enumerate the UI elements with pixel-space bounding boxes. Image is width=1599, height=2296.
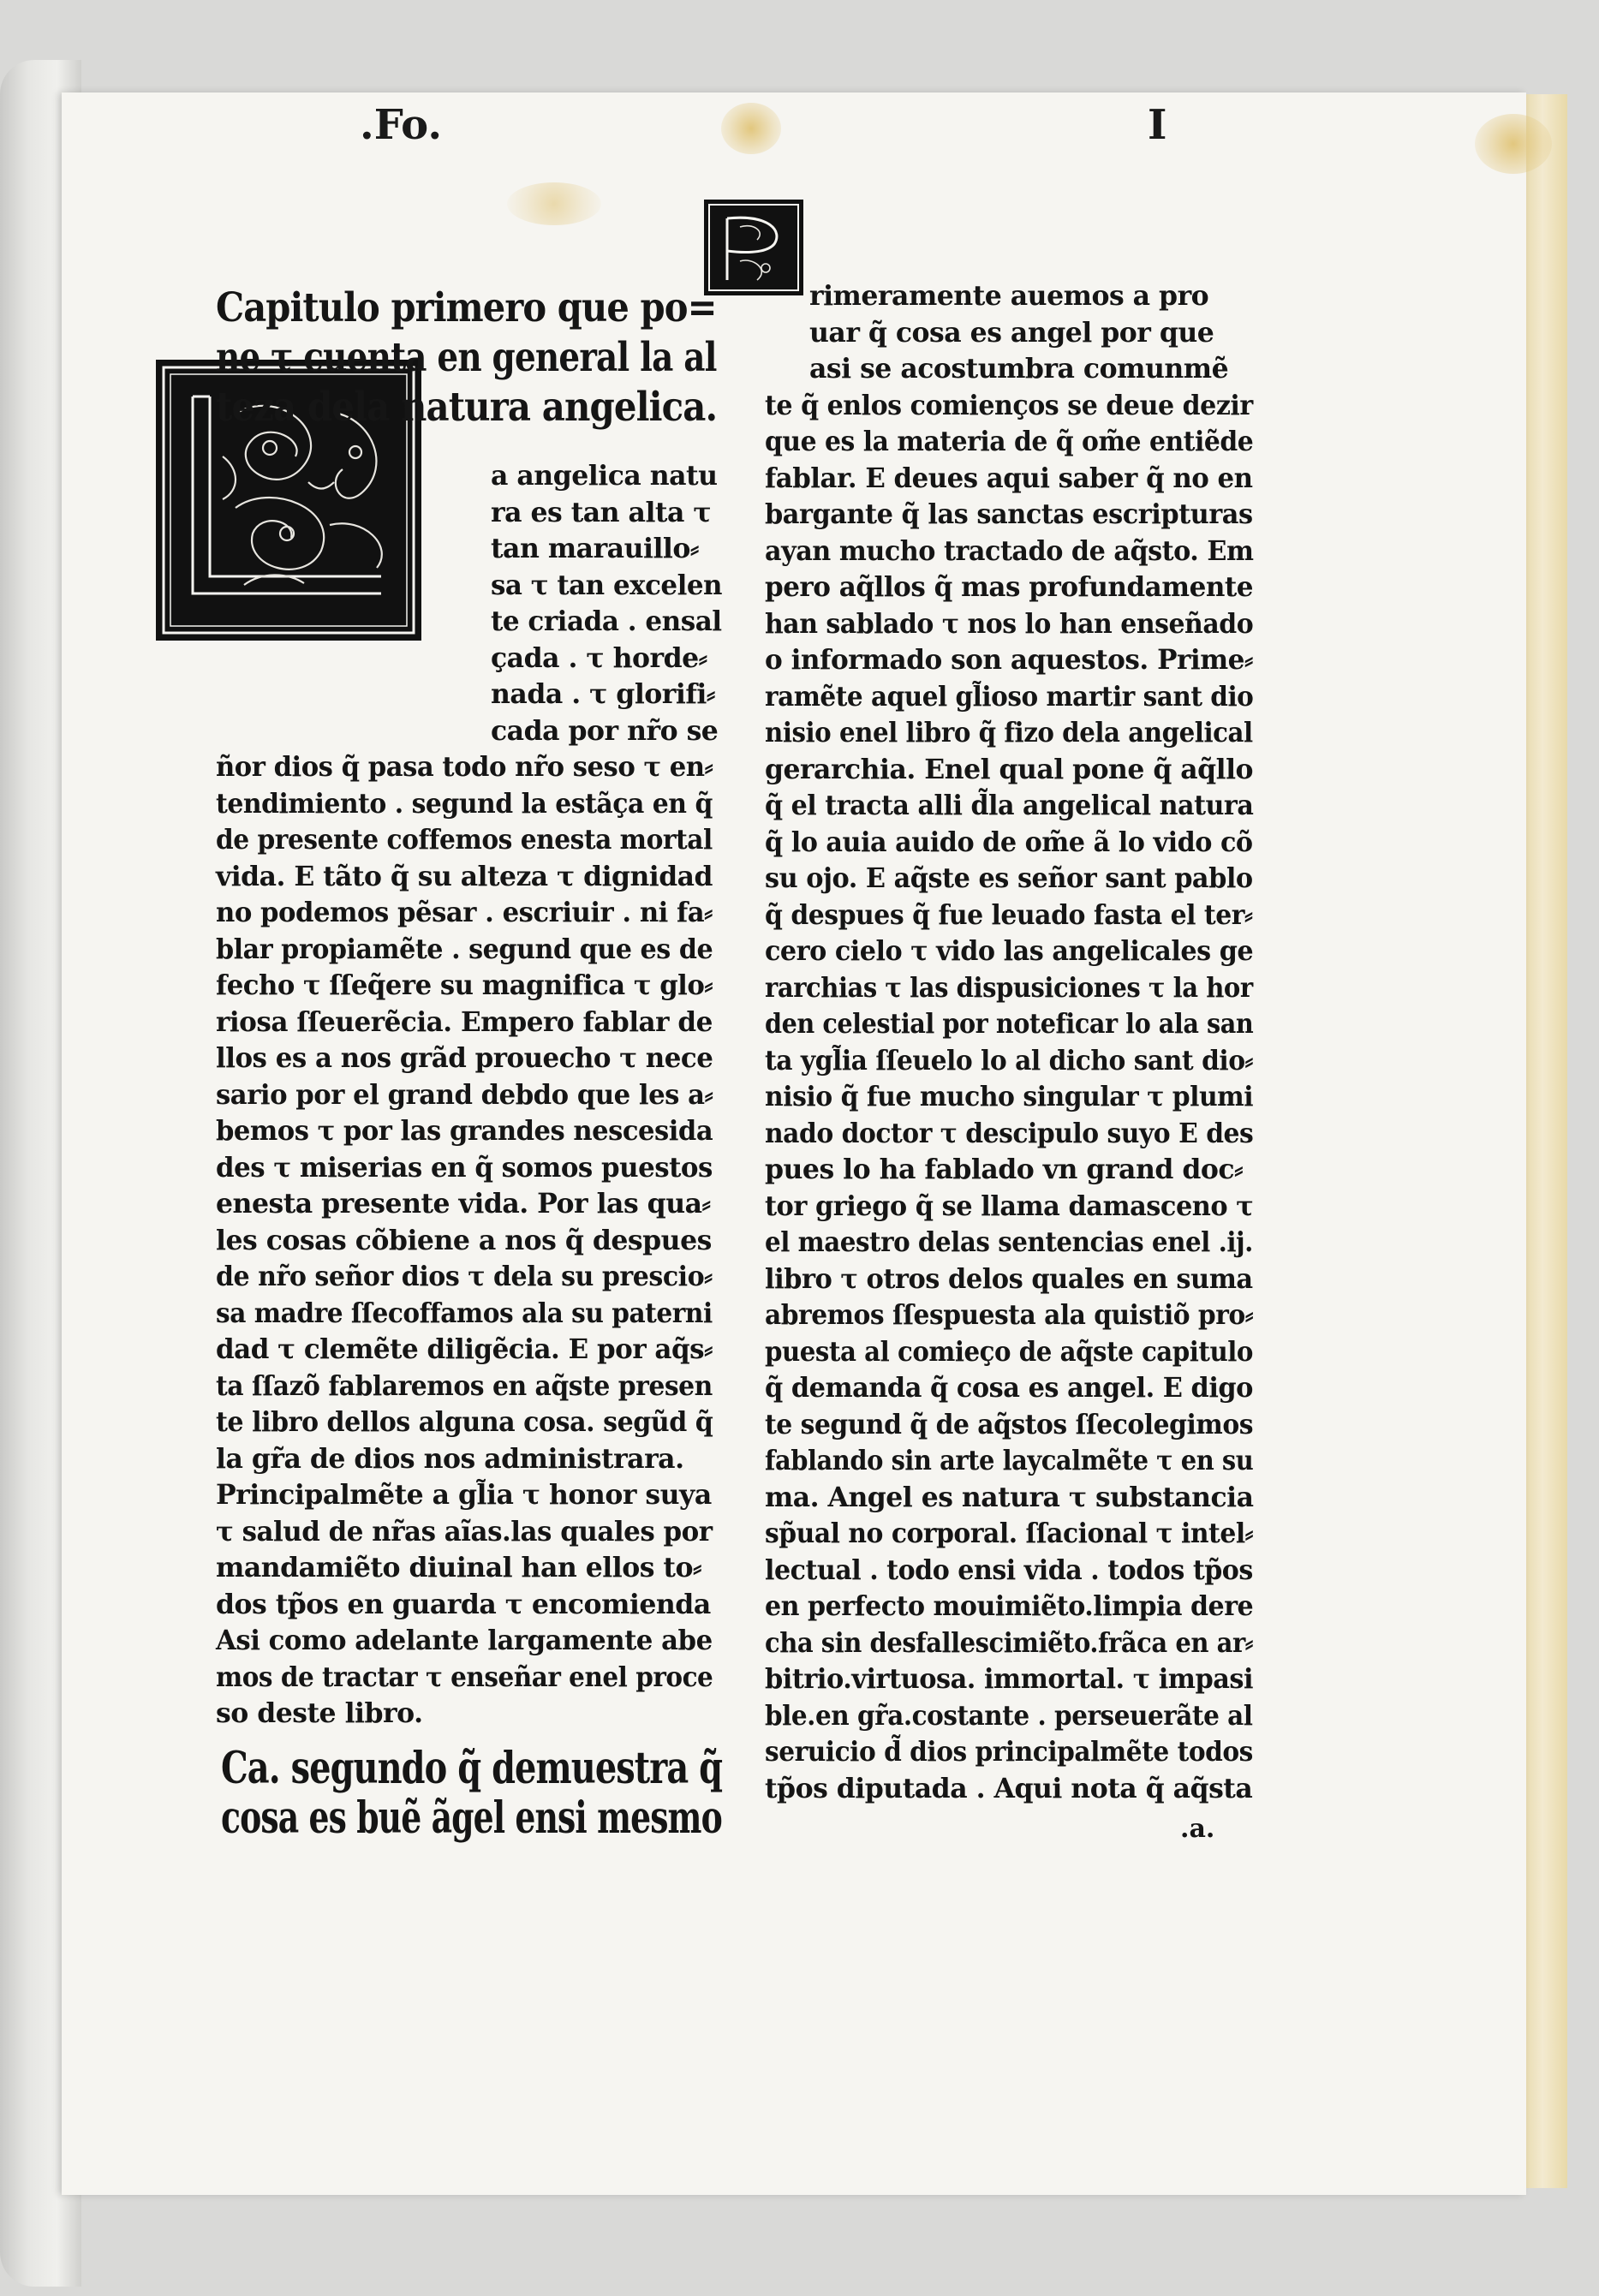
text-line: mos de tractar τ enseñar enel proce [216,1661,713,1693]
text-line: ma. Angel es natura τ substancia [765,1482,1254,1513]
text-line: çada . τ horde⸗ [491,642,707,674]
text-line: ta ſſazõ fablaremos en aq̃ste presen [216,1370,713,1402]
text-line: de presente coffemos enesta mortal [216,824,713,856]
foliage-ornament-icon [706,201,802,294]
text-line: fecho τ ſſeq̃ere su magnifica τ glo⸗ [216,969,713,1001]
text-line: tan marauillo⸗ [491,533,699,564]
text-line: te criada . ensal [491,605,722,637]
text-line: que es la materia de q̃ om̃e entiẽde [765,426,1254,457]
chapter-heading-line: Ca. segundo q̃ demuestra q̃ [221,1743,723,1794]
text-line: lectual . todo ensi vida . todos tp̃os [765,1554,1253,1586]
text-line: vida. E tãto q̃ su alteza τ dignidad [216,861,713,892]
text-line: q̃ despues q̃ fue leuado fasta el ter⸗ [765,899,1253,931]
foxing-stain [1475,114,1552,174]
text-line: a angelica natu [491,460,718,492]
text-line: la gr̃a de dios nos administrara. [216,1443,684,1475]
text-line: riosa ſſeuerẽcia. Empero fablar de [216,1006,713,1038]
folio-number: I [1148,101,1167,149]
text-line: sa τ tan excelen [491,570,723,601]
chapter-heading-line: teza dela natura angelica. [216,384,718,431]
text-line: cha sin desfallescimiẽto.frãca en ar⸗ [765,1627,1253,1659]
text-line: tp̃os diputada . Aqui nota q̃ aq̃sta [765,1773,1253,1804]
text-line: Principalmẽte a gl̃ia τ honor suya [216,1479,712,1511]
text-line: ñor dios q̃ pasa todo nr̃o seso τ en⸗ [216,751,713,783]
text-line: ayan mucho tractado de aq̃sto. Em [765,535,1254,567]
text-line: o informado son aquestos. Prime⸗ [765,644,1253,676]
text-line: ramẽte aquel gl̃ioso martir sant dio [765,681,1254,713]
ornamental-initial-P [704,200,803,295]
text-line: q̃ lo auia auido de om̃e ã lo vido cõ [765,826,1253,858]
text-line: seruicio d̃ dios principalmẽte todos [765,1736,1253,1768]
text-line: puesta al comieço de aq̃ste capitulo [765,1336,1253,1368]
text-line: te segund q̃ de aq̃stos ſſecolegimos [765,1409,1254,1440]
text-line: su ojo. E aq̃ste es señor sant pablo [765,862,1253,894]
text-line: sa madre ſſecoffamos ala su paterni [216,1297,713,1329]
text-line: sp̃ual no corporal. ſſacional τ intel⸗ [765,1518,1254,1549]
text-line: fablando sin arte laycalmẽte τ en su [765,1445,1254,1476]
signature-mark: .a. [1180,1814,1215,1844]
text-line: tendimiento . segund la estãça en q̃ [216,788,713,820]
text-line: bemos τ por las grandes nescesida [216,1115,713,1147]
text-line: q̃ el tracta alli d̃la angelical natura [765,790,1254,821]
foxing-stain [507,182,601,225]
text-line: te q̃ enlos comienços se deue dezir [765,390,1253,421]
text-line: libro τ otros delos quales en suma [765,1263,1253,1295]
text-line: llos es a nos grãd prouecho τ nece [216,1042,713,1074]
text-line: nado doctor τ descipulo suyo E des [765,1118,1254,1149]
text-line: ble.en gr̃a.costante . perseuerãte al [765,1700,1253,1732]
text-line: des τ miserias en q̃ somos puestos [216,1152,713,1184]
text-line: dos tp̃os en guarda τ encomienda [216,1589,711,1620]
text-line: abremos ſſespuesta ala quistiõ pro⸗ [765,1299,1254,1331]
text-line: nisio enel libro q̃ fizo dela angelical [765,717,1253,748]
folio-label: .Fo. [360,101,443,149]
text-line: de nr̃o señor dios τ dela su prescio⸗ [216,1261,713,1292]
text-line: bargante q̃ las sanctas escripturas [765,498,1253,530]
chapter-heading-line: ne τ cuenta en general la al [216,334,717,381]
text-line: cero cielo τ vido las angelicales ge [765,935,1254,967]
text-line: cada por nr̃o se [491,715,719,747]
text-line: den celestial por noteficar lo ala san [765,1008,1254,1040]
text-line: tor griego q̃ se llama damasceno τ [765,1190,1254,1222]
text-line: enesta presente vida. Por las qua⸗ [216,1188,711,1220]
text-line: nada . τ glorifi⸗ [491,678,715,710]
text-line: te libro dellos alguna cosa. segũd q̃ [216,1406,713,1438]
text-line: rimeramente auemos a pro [809,280,1209,312]
text-line: sario por el grand debdo que les a⸗ [216,1079,713,1111]
chapter-heading-line: Capitulo primero que po= [216,284,717,331]
foxing-stain [721,103,781,154]
text-line: el maestro delas sentencias enel .ij. [765,1226,1253,1258]
text-line: uar q̃ cosa es angel por que [809,317,1214,349]
text-line: nisio q̃ fue mucho singular τ plumi [765,1081,1254,1112]
text-line: fablar. E deues aqui saber q̃ no en [765,462,1253,494]
text-line: τ salud de nr̃as aĩas.las quales por [216,1516,713,1548]
text-line: Asi como adelante largamente abe [216,1625,713,1656]
text-line: ta ygl̃ia ſſeuelo lo al dicho sant dio⸗ [765,1045,1253,1076]
text-line: les cosas cõbiene a nos q̃ despues [216,1225,712,1256]
text-line: mandamiẽto diuinal han ellos to⸗ [216,1552,701,1583]
text-line: dad τ clemẽte diligẽcia. E por aq̃s⸗ [216,1333,713,1365]
text-line: so deste libro. [216,1697,423,1729]
chapter-heading-line: cosa es buẽ ãgel ensi mesmo [221,1792,722,1844]
text-line: pues lo ha fablado vn grand doc⸗ [765,1154,1244,1185]
text-line: gerarchia. Enel qual pone q̃ aq̃llo [765,754,1254,785]
text-line: rarchias τ las dispusiciones τ la hor [765,972,1253,1004]
text-line: bitrio.virtuosa. immortal. τ impasi [765,1663,1254,1695]
text-line: asi se acostumbra comunmẽ [809,353,1229,385]
text-line: ra es tan alta τ [491,497,712,528]
text-line: no podemos pẽsar . escriuir . ni fa⸗ [216,897,713,928]
text-line: pero aq̃llos q̃ mas profundamente [765,571,1253,603]
text-line: q̃ demanda q̃ cosa es angel. E digo [765,1372,1253,1404]
text-line: en perfecto mouimiẽto.limpia dere [765,1590,1254,1622]
text-line: han sablado τ nos lo han enseñado [765,608,1254,640]
text-line: blar propiamẽte . segund que es de [216,933,713,965]
page-fore-edge [1524,94,1567,2188]
